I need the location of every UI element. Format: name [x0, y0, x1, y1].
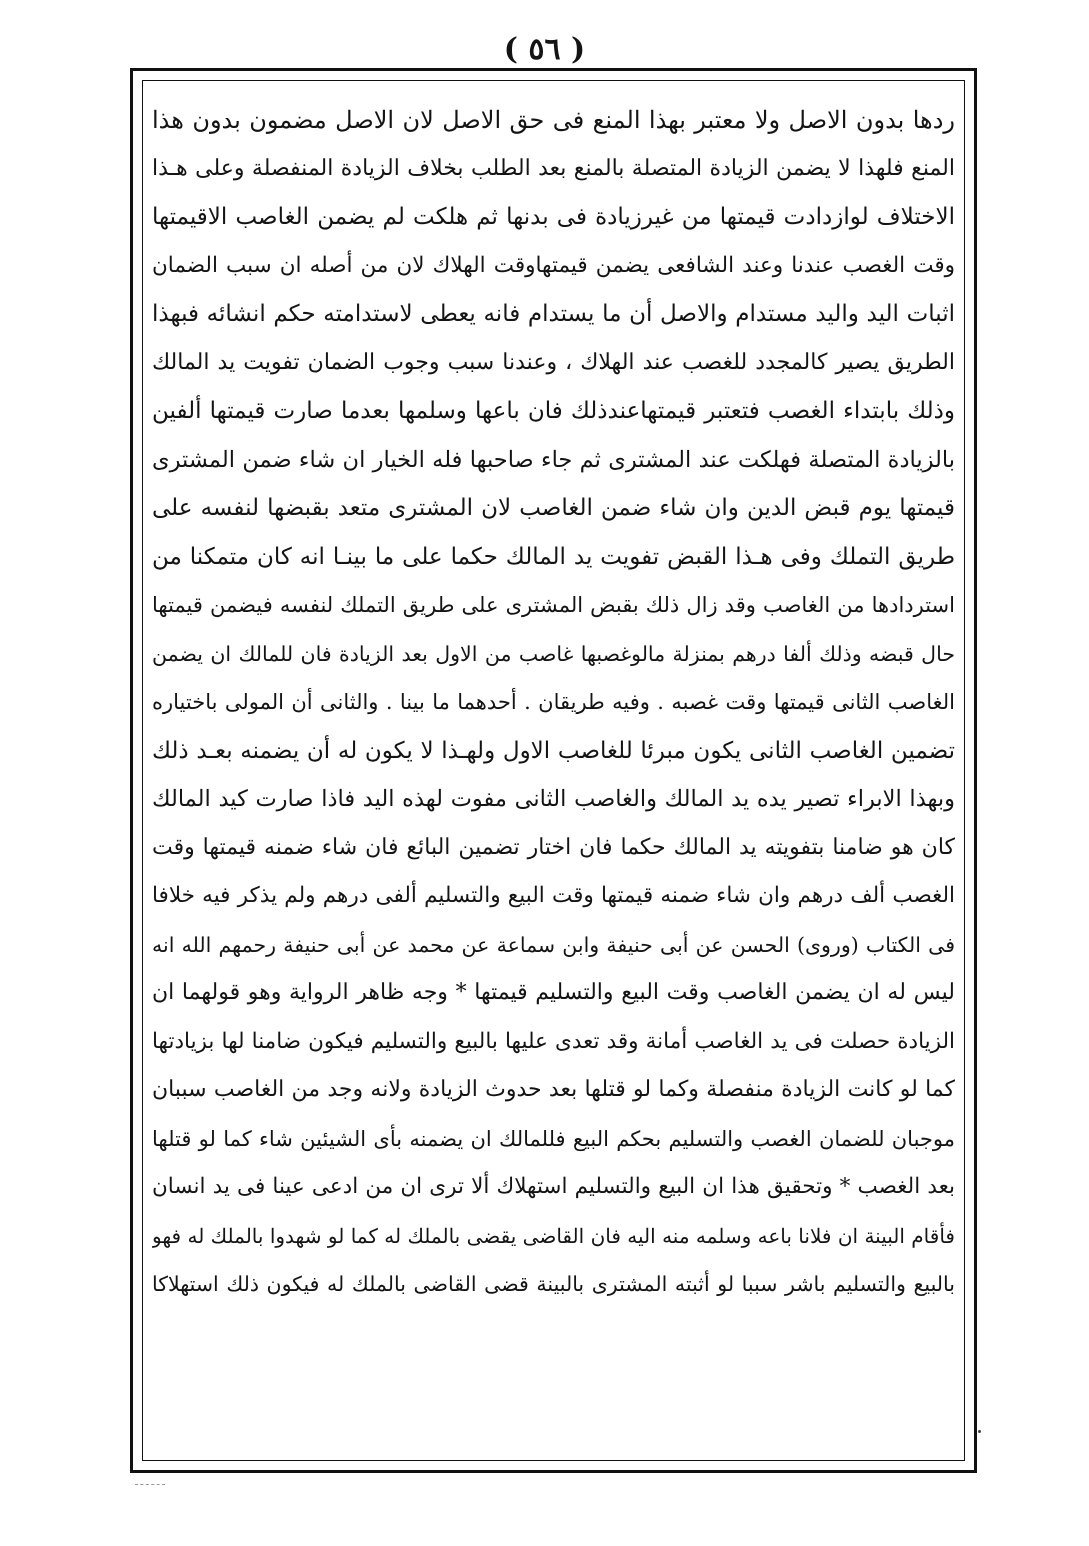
text-line-2: المنع فلهذا لا يضمن الزيادة المتصلة بالمنع بعد الطلب بخلاف الزيادة المنفصلة وعلى هـذا — [152, 155, 955, 181]
text-line-21: كما لو كانت الزيادة منفصلة وكما لو قتلها بعد حدوث الزيادة ولانه وجد من الغاصب سببان — [152, 1077, 955, 1102]
text-line-9: قيمتها يوم قبض الدين وان شاء ضمن الغاصب لان المشترى متعد بقبضها لنفسه على — [152, 495, 955, 521]
text-line-17: الغصب ألف درهم وان شاء ضمنه قيمتها وقت البيع والتسليم ألفى درهم ولم يذكر فيه خلافا — [152, 883, 955, 908]
text-line-10: طريق التملك وفى هـذا القبض تفويت يد المالك حكما على ما بينـا انه كان متمكنا من — [152, 543, 955, 570]
text-line-24: فأقام البينة ان فلانا باعه وسلمه منه اليه فان القاضى يقضى بالملك له كما لو شهدوا بالملك له فهو — [152, 1223, 955, 1248]
text-block — [152, 96, 955, 1458]
text-line-7: وذلك بابتداء الغصب فتعتبر قيمتهاعندذلك فان باعها وسلمها بعدما صارت قيمتها ألفين — [152, 398, 955, 424]
text-line-23: بعد الغصب * وتحقيق هذا ان البيع والتسليم استهلاك ألا ترى ان من ادعى عينا فى يد انسان — [152, 1174, 955, 1199]
text-line-8: بالزيادة المتصلة فهلكت عند المشترى ثم جاء صاحبها فله الخيار ان شاء ضمن المشترى — [152, 446, 955, 473]
text-line-4: وقت الغصب عندنا وعند الشافعى يضمن قيمتهاوقت الهلاك لان من أصله ان سبب الضمان — [152, 252, 955, 278]
edge-speck — [978, 1430, 981, 1433]
text-line-14: تضمين الغاصب الثانى يكون مبرئا للغاصب الاول ولهـذا لا يكون له أن يضمنه بعـد ذلك — [152, 737, 955, 764]
text-line-15: وبهذا الابراء تصير يده يد المالك والغاصب الثانى مفوت لهذه اليد فاذا صارت كيد المالك — [152, 786, 955, 812]
text-line-18: فى الكتاب (وروى) الحسن عن أبى حنيفة وابن سماعة عن محمد عن أبى حنيفة رحمهم الله انه — [152, 932, 955, 957]
text-line-19: ليس له ان يضمن الغاصب وقت البيع والتسليم قيمتها * وجه ظاهر الرواية وهو قولهما ان — [152, 980, 955, 1005]
text-line-13: الغاصب الثانى قيمتها وقت غصبه . وفيه طريقان . أحدهما ما بينا . والثانى أن المولى باختياره — [152, 690, 955, 714]
text-line-12: حال قبضه وذلك ألفا درهم بمنزلة مالوغصبها غاصب من الاول بعد الزيادة فان للمالك ان يضمن — [152, 641, 955, 666]
text-line-20: الزيادة حصلت فى يد الغاصب أمانة وقد تعدى عليها بالبيع والتسليم فيكون ضامنا لها بزيادتها — [152, 1028, 955, 1054]
page-number: ( ٥٦ ) — [503, 32, 586, 67]
bottom-specks — [135, 1484, 165, 1487]
text-line-16: كان هو ضامنا بتفويته يد المالك حكما فان اختار تضمين البائع فان شاء ضمنه قيمتها وقت — [152, 834, 955, 860]
text-line-1: ردها بدون الاصل ولا معتبر بهذا المنع فى حق الاصل لان الاصل مضمون بدون هذا — [152, 106, 955, 134]
text-line-11: استردادها من الغاصب وقد زال ذلك بقبض المشترى على طريق التملك لنفسه فيضمن قيمتها — [152, 593, 955, 617]
text-line-6: الطريق يصير كالمجدد للغصب عند الهلاك ، وعندنا سبب وجوب الضمان تفويت يد المالك — [152, 349, 955, 375]
text-line-3: الاختلاف لوازدادت قيمتها من غيرزيادة فى بدنها ثم هلكت لم يضمن الغاصب الاقيمتها — [152, 204, 955, 230]
text-line-22: موجبان للضمان الغصب والتسليم بحكم البيع فللمالك ان يضمنه بأى الشيئين شاء كما لو قتلها — [152, 1126, 955, 1151]
text-line-5: اثبات اليد واليد مستدام والاصل أن ما يستدام فانه يعطى لاستدامته حكم انشائه فبهذا — [152, 301, 955, 327]
text-line-25: بالبيع والتسليم باشر سببا لو أثبته المشترى بالبينة قضى القاضى بالملك له فيكون ذلك استهلاكا — [152, 1272, 955, 1296]
